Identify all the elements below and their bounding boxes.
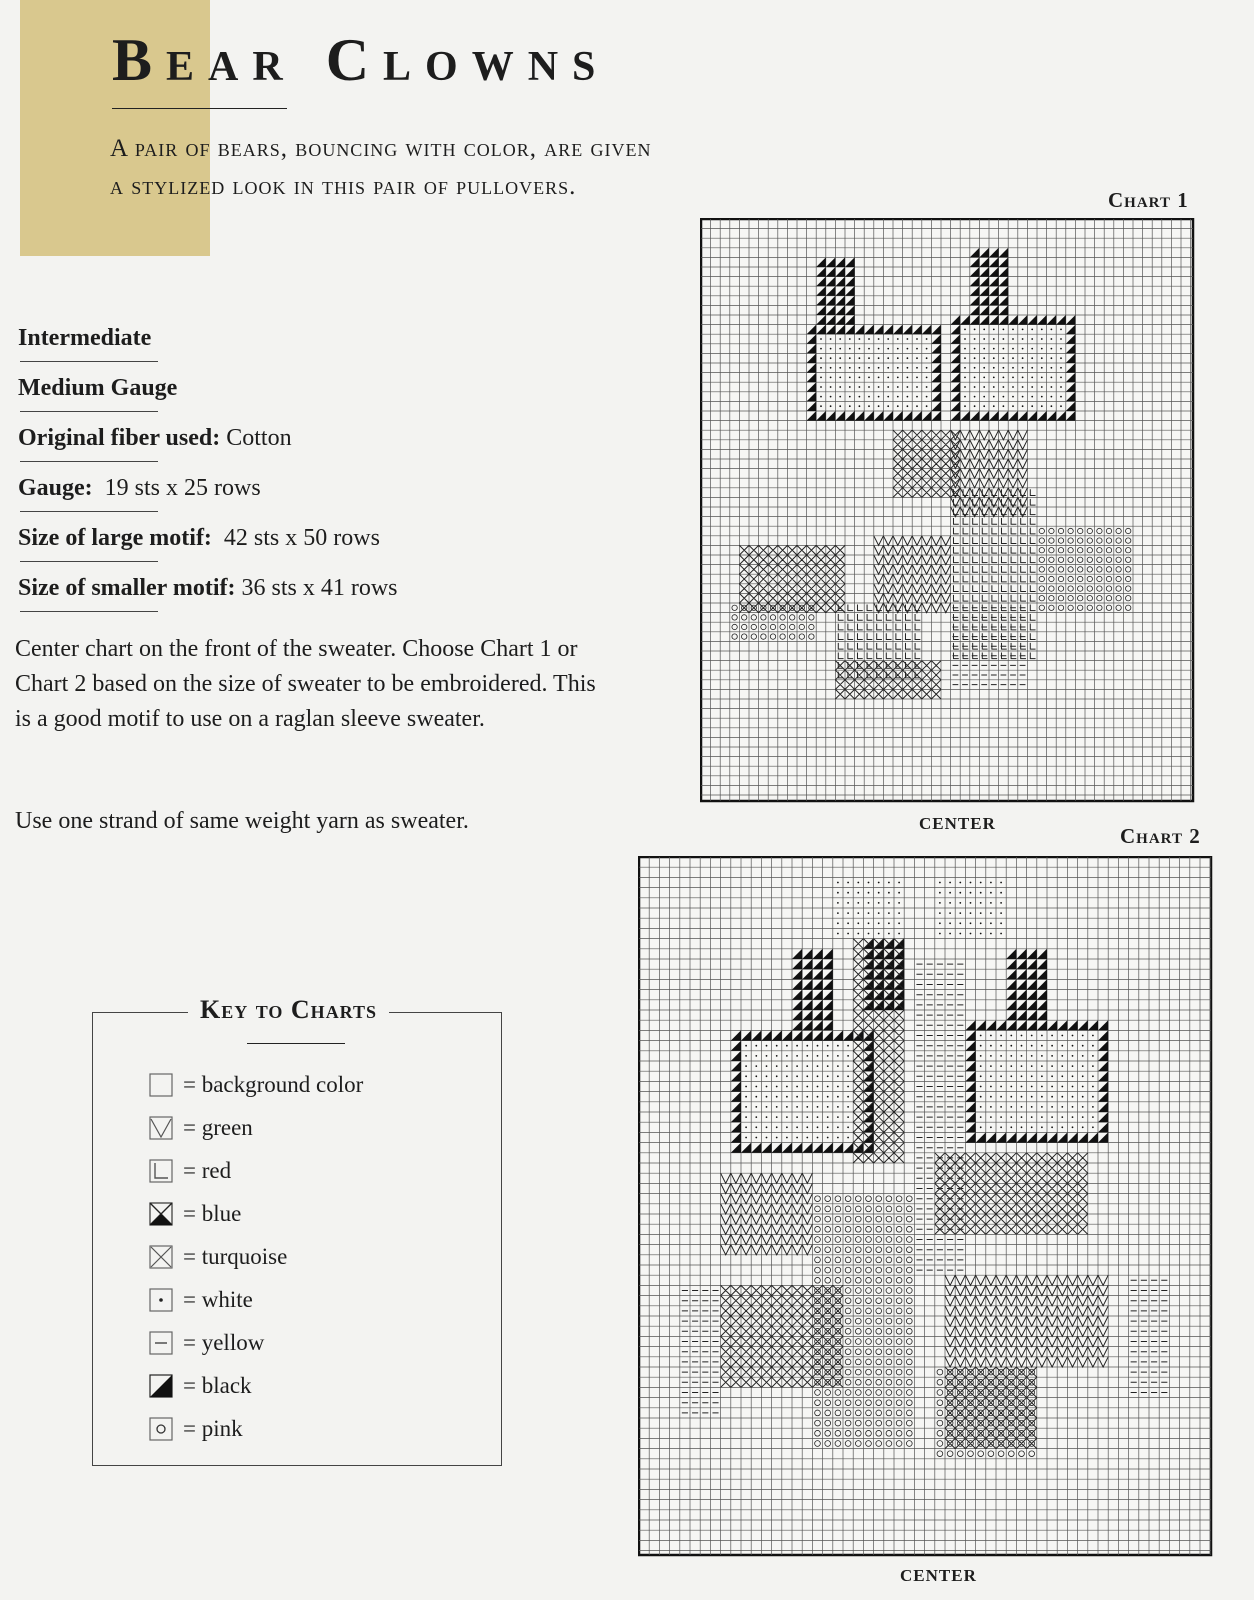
subtitle-line-1: A pair of bears, bouncing with color, are given [110,135,652,162]
x-symbol-icon [149,1245,173,1269]
subtitle-line-2: a stylized look in this pair of pullovers. [110,173,577,200]
circle-symbol-icon [149,1417,173,1441]
chart-2-center-label: CENTER [900,1566,977,1585]
stitch-grid [639,857,1211,1555]
spec-skill-level: Intermediate [18,318,498,368]
chart-2-grid [638,856,1218,1570]
key-item-blue: = blue [149,1192,363,1235]
key-to-charts [92,995,502,1466]
spec-fiber: Original fiber used: Cotton [18,418,498,468]
key-item-white: = white [149,1278,363,1321]
key-item-green: = green [149,1106,363,1149]
key-item-yellow: = yellow [149,1321,363,1364]
v-symbol-icon [149,1116,173,1140]
half-black-symbol-icon [149,1374,173,1398]
spec-gauge-type: Medium Gauge [18,368,498,418]
chart-1-label: Chart 1 [1108,188,1189,212]
spec-list [18,318,498,618]
chart-1-grid [700,218,1200,818]
key-title-rule [247,1043,345,1044]
spec-small-motif: Size of smaller motif: 36 sts x 41 rows [18,568,498,618]
key-item-red: = red [149,1149,363,1192]
chart-1-center-label: CENTER [919,814,996,833]
subtitle [110,130,870,206]
yarn-note: Use one strand of same weight yarn as sweater. [15,808,469,834]
key-list [149,1063,363,1450]
dot-symbol-icon [149,1288,173,1312]
key-item-pink: = pink [149,1407,363,1450]
spec-large-motif: Size of large motif: 42 sts x 50 rows [18,518,498,568]
key-item-background: = background color [149,1063,363,1106]
stitch-grid [701,219,1193,801]
instructions-text: Center chart on the front of the sweater. Choose Chart 1 or Chart 2 based on the size of sweater to be embroidered. This is a good motif to use on a raglan sleeve sweater. [15,636,596,732]
spec-gauge: Gauge: 19 sts x 25 rows [18,468,498,518]
l-symbol-icon [149,1159,173,1183]
key-title: Key to Charts [188,995,389,1025]
dash-symbol-icon [149,1331,173,1355]
blank-square-icon [149,1073,173,1097]
filled-x-symbol-icon [149,1202,173,1226]
key-item-black: = black [149,1364,363,1407]
title-rule [112,108,287,109]
page-title: Bear Clowns [112,27,610,93]
key-item-turquoise: = turquoise [149,1235,363,1278]
chart-2-label: Chart 2 [1120,824,1201,848]
